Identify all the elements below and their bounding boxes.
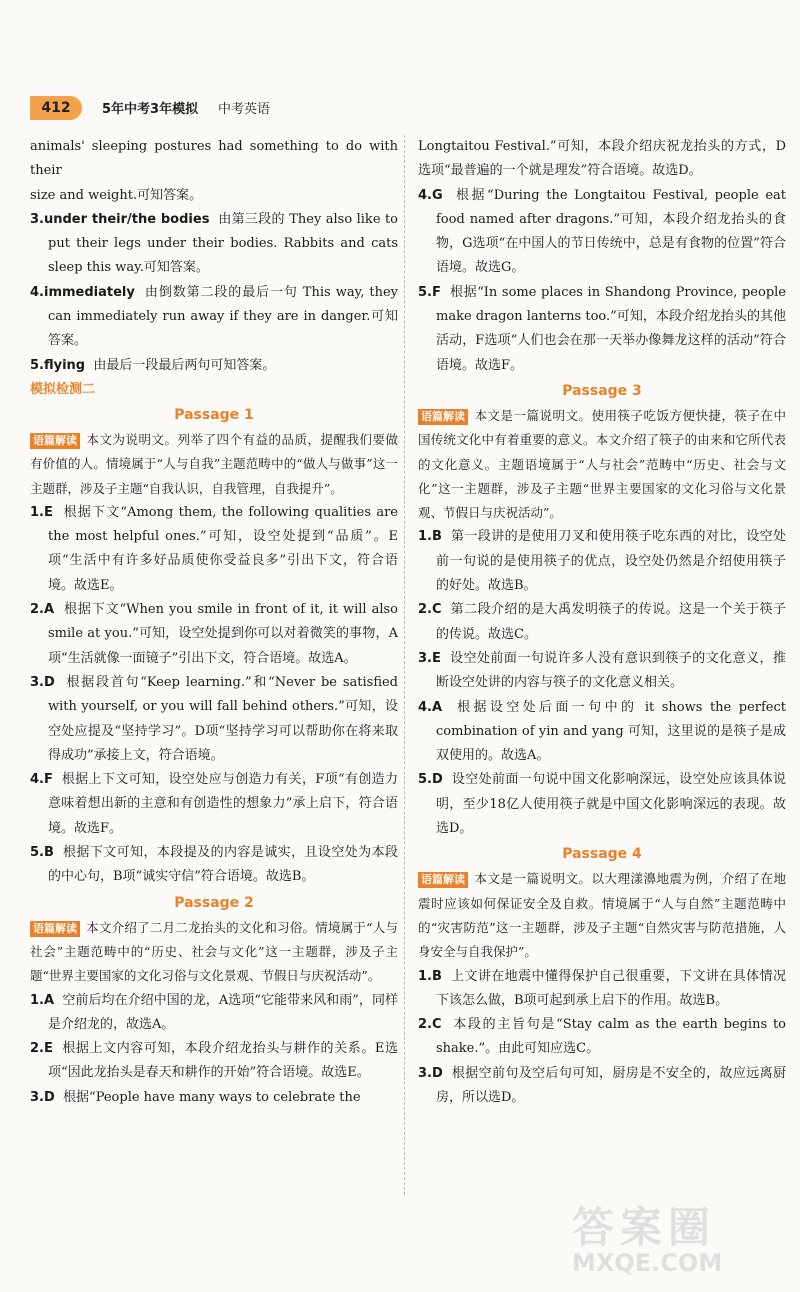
summary-tag: 语篇解读 bbox=[418, 872, 468, 888]
summary-tag: 语篇解读 bbox=[30, 921, 80, 937]
answer-item: 1.A 空前后均在介绍中国的龙，A选项“它能带来风和雨”，同样是介绍龙的，故选A。 bbox=[30, 992, 398, 1032]
answer-item: 5.flying 由最后一段最后两句可知答案。 bbox=[30, 357, 276, 373]
answer-item: 2.A 根据下文“When you smile in front of it, it will also smile at you.”可知，设空处提到你可以对着微笑的事物，A项“生活就像一面镜子”引出下文，符合语境。故选A。 bbox=[30, 602, 398, 666]
passage-summary: 语篇解读 本文为说明文。列举了四个有益的品质，提醒我们要做有价值的人。情境属于“人与自我”主题范畴中的“做人与做事”这一主题群，涉及子主题“自我认识，自我管理，自我提升”。 bbox=[30, 431, 398, 496]
intro-line: animals' sleeping postures had something to do with their bbox=[30, 139, 398, 179]
page-header bbox=[0, 92, 800, 126]
answer-item: 4.F 根据上下文可知，设空处应与创造力有关，F项“有创造力意味着想出新的主意和有创造性的想象力”承上启下，符合语境。故选F。 bbox=[30, 772, 399, 836]
answer-item: 1.B 第一段讲的是使用刀叉和使用筷子吃东西的对比，设空处前一句说的是使用筷子的优点，设空处仍然是介绍使用筷子的好处。故选B。 bbox=[418, 529, 786, 594]
passage-title: Passage 2 bbox=[174, 894, 254, 911]
summary-tag: 语篇解读 bbox=[30, 433, 80, 449]
watermark-url: MXQE.COM bbox=[572, 1249, 723, 1277]
answer-item: 1.B 上文讲在地震中懂得保护自己很重要，下文讲在具体情况下该怎么做，B项可起到承上启下的作用。故选B。 bbox=[418, 968, 786, 1008]
passage-title: Passage 4 bbox=[562, 846, 642, 863]
section-label: 模拟检测二 bbox=[30, 381, 96, 397]
book-title: 5年中考3年模拟 bbox=[102, 102, 199, 117]
passage-summary: 语篇解读 本文介绍了二月二龙抬头的文化和习俗。情境属于“人与社会”主题范畴中的“历史、社会与文化”这一主题群，涉及子主题“世界主要国家的文化习俗与文化景观、节假日与庆祝活动”。 bbox=[30, 919, 398, 984]
right-column bbox=[418, 135, 786, 1110]
passage-summary: 语篇解读 本文是一篇说明文。以大理漾濞地震为例，介绍了在地震时应该如何保证安全及自救。情境属于“人与自然”主题范畴中的“灾害防范”这一主题群，涉及子主题“自然灾害与防范措施，人身安全与自我保护”。 bbox=[418, 871, 786, 960]
passage-summary: 语篇解读 本文是一篇说明文。使用筷子吃饭方便快捷，筷子在中国传统文化中有着重要的意义。本文介绍了筷子的由来和它所代表的文化意义。主题语境属于“人与社会”范畴中“历史、社会与文化”这一主题群，涉及子主题“世界主要国家的文化习俗与文化景观、节假日与庆祝活动”。 bbox=[418, 407, 786, 521]
answer-item: 4.immediately 由倒数第二段的最后一句 This way, they can immediately run away if they are in danger.可知答案。 bbox=[30, 284, 398, 349]
answer-item: 3.under their/the bodies 由第三段的 They also like to put their legs under their bodies. Rabbits and cats sleep this way.可知答案。 bbox=[30, 211, 398, 276]
answer-item: 3.D 根据段首句“Keep learning.”和“Never be satisfied with yourself, or you will fall behind others.”可知，设空处应提及“坚持学习”。D项“坚持学习可以帮助你在将来取得成功”承接上文，符合语境。 bbox=[30, 674, 399, 763]
answer-item: 3.E 设空处前面一句说许多人没有意识到筷子的文化意义，推断设空处讲的内容与筷子的文化意义相关。 bbox=[418, 650, 786, 691]
column-divider bbox=[404, 135, 405, 1195]
answer-item: 2.C 本段的主旨句是“Stay calm as the earth begins to shake.”。由此可知应选C。 bbox=[418, 1017, 786, 1057]
summary-tag: 语篇解读 bbox=[418, 409, 468, 425]
answer-item: 2.E 根据上文内容可知，本段介绍龙抬头与耕作的关系。E选项“因此龙抬头是春天和耕作的开始”符合语境。故选E。 bbox=[30, 1041, 398, 1081]
intro-line: size and weight.可知答案。 bbox=[30, 187, 203, 203]
intro-line: Longtaitou Festival.”可知，本段介绍庆祝龙抬头的方式，D选项“最普遍的一个就是理发”符合语境。故选D。 bbox=[418, 139, 786, 179]
watermark bbox=[572, 1195, 772, 1285]
page-number: 412 bbox=[30, 96, 82, 120]
answer-item: 5.B 根据下文可知，本段提及的内容是诚实，且设空处为本段的中心句，B项“诚实守信”符合语境。故选B。 bbox=[30, 845, 398, 885]
subject-label: 中考英语 bbox=[218, 102, 271, 117]
passage-title: Passage 1 bbox=[174, 406, 254, 423]
left-column bbox=[30, 135, 398, 1110]
answer-item: 2.C 第二段介绍的是大禹发明筷子的传说。这是一个关于筷子的传说。故选C。 bbox=[418, 602, 786, 642]
watermark-logo: 答案圈 bbox=[572, 1203, 717, 1252]
answer-item: 5.D 设空处前面一句说中国文化影响深远，设空处应该具体说明，至少18亿人使用筷子就是中国文化影响深远的表现。故选D。 bbox=[418, 772, 786, 837]
answer-item: 3.D 根据“People have many ways to celebrate the bbox=[30, 1089, 361, 1105]
answer-item: 4.G 根据“During the Longtaitou Festival, people eat food named after dragons.”可知，本段介绍龙抬头的食物，G选项“在中国人的节日传统中，总是有食物的位置”符合语境。故选G。 bbox=[418, 187, 786, 276]
answer-item: 4.A 根据设空处后面一句中的 it shows the perfect combination of yin and yang 可知，这里说的是筷子是成双使用的。故选A。 bbox=[418, 699, 786, 764]
answer-item: 3.D 根据空前句及空后句可知，厨房是不安全的，故应远离厨房，所以选D。 bbox=[418, 1065, 786, 1105]
passage-title: Passage 3 bbox=[562, 382, 642, 399]
answer-item: 1.E 根据下文“Among them, the following qualities are the most helpful ones.”可知，设空处提到“品质”。E项“生活中有许多好品质使你受益良多”引出下文，符合语境。故选E。 bbox=[30, 504, 399, 593]
answer-item: 5.F 根据“In some places in Shandong Province, people make dragon lanterns too.”可知，本段介绍龙抬头的其他活动，F选项“人们也会在那一天举办像舞龙这样的活动”符合语境。故选F。 bbox=[418, 284, 787, 373]
